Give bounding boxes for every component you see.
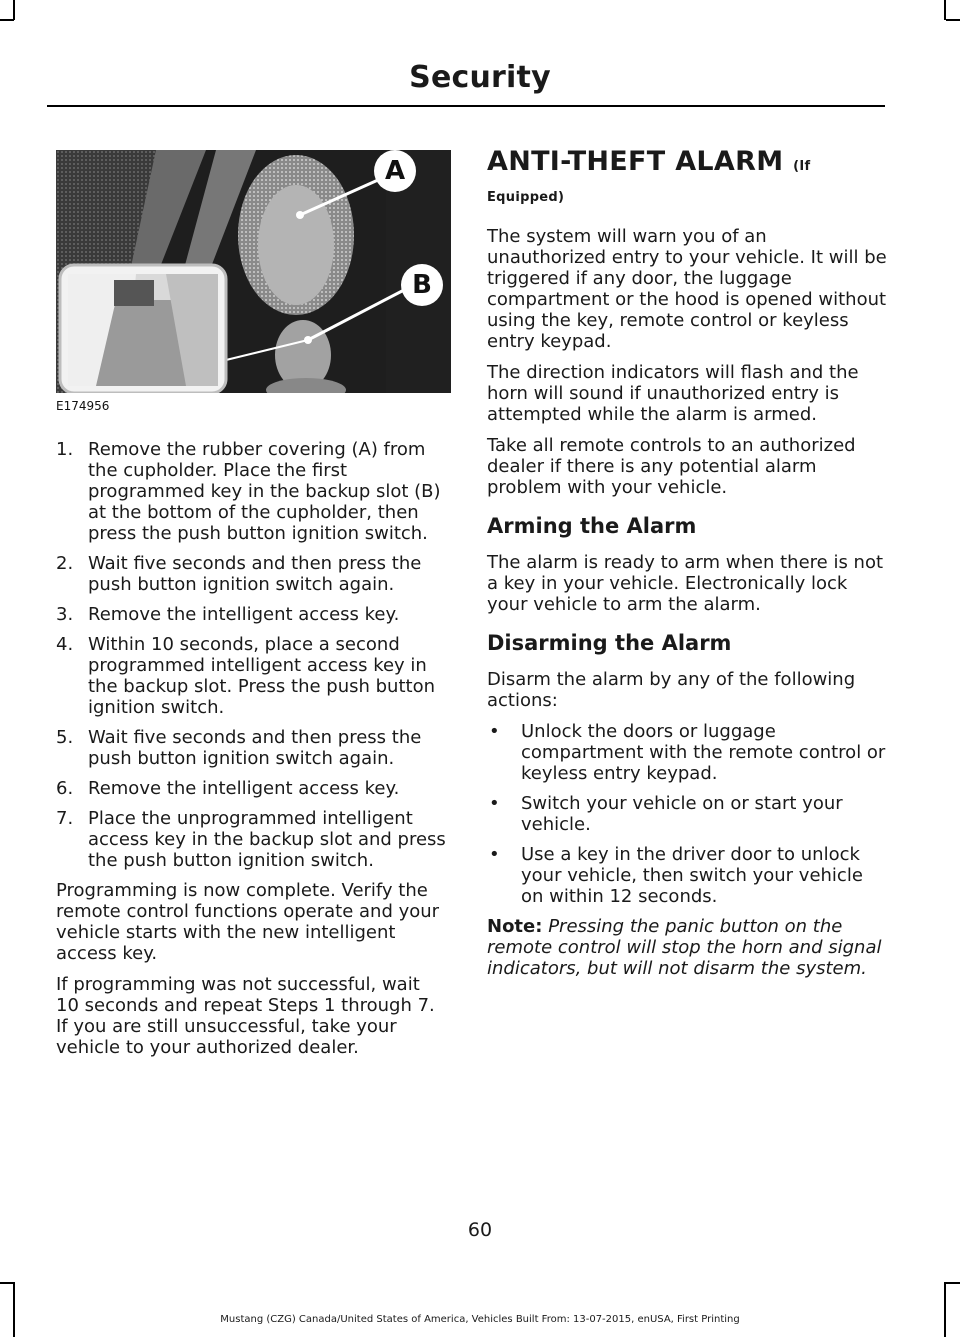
list-item [487,721,887,784]
bullet-text: Use a key in the driver door to unlock your vehicle, then switch your vehicle on within 12 seconds. [521,844,863,907]
list-item [56,604,448,625]
step-number: 4. [56,634,74,655]
crop-mark [946,19,960,21]
note-label: Note: [487,916,543,937]
footer-text: Mustang (CZG) Canada/United States of America, Vehicles Built From: 13-07-2015, enUSA, First Printing [220,1314,740,1325]
crop-mark [0,1282,14,1284]
callout-a [374,150,416,192]
disarming-heading: Disarming the Alarm [487,631,732,655]
step-text: Remove the intelligent access key. [88,778,400,799]
note [487,916,887,979]
retry-paragraph: If programming was not successful, wait 10 seconds and repeat Steps 1 through 7. If you are still unsuccessful, take your vehicle to your authorized dealer. [56,974,435,1058]
step-number: 3. [56,604,74,625]
bullet-text: Switch your vehicle on or start your vehicle. [521,793,843,835]
list-item [56,553,448,595]
callout-b [401,264,443,306]
step-number: 7. [56,808,74,829]
left-column [56,150,448,1068]
body-paragraph: Take all remote controls to an authorized dealer if there is any potential alarm problem with your vehicle. [487,435,856,498]
programming-steps [56,439,448,871]
body-paragraph: The direction indicators will flash and the horn will sound if unauthorized entry is attempted while the alarm is armed. [487,362,859,425]
bullet-icon: • [489,844,500,865]
list-item [56,778,448,799]
disarming-actions [487,721,887,907]
crop-mark [0,19,14,21]
arming-heading: Arming the Alarm [487,514,697,538]
callout-a-label: A [384,156,406,186]
page-number: 60 [467,1219,493,1241]
disarming-intro: Disarm the alarm by any of the following actions: [487,669,856,711]
cupholder-illustration [56,150,451,393]
step-number: 1. [56,439,74,460]
step-text: Remove the intelligent access key. [88,604,400,625]
header-divider [47,105,885,107]
figure-code: E174956 [56,399,110,413]
crop-mark [13,0,15,20]
inset-detail [60,265,226,393]
bullet-icon: • [489,721,500,742]
crop-mark [13,1282,15,1337]
step-number: 6. [56,778,74,799]
step-text: Wait five seconds and then press the push button ignition switch again. [88,727,422,769]
body-paragraph: The system will warn you of an unauthorized entry to your vehicle. It will be triggered if any door, the luggage compartment or the hood is opened without using the key, remote control or keyless entry keypad. [487,226,887,352]
bullet-icon: • [489,793,500,814]
list-item [56,634,448,718]
list-item [487,844,887,907]
section-qualifier: (If Equipped) [487,159,811,205]
arming-paragraph: The alarm is ready to arm when there is not a key in your vehicle. Electronically lock your vehicle to arm the alarm. [487,552,884,615]
step-number: 5. [56,727,74,748]
list-item [56,808,448,871]
right-column [487,146,887,979]
callout-b-label: B [412,270,432,300]
step-number: 2. [56,553,74,574]
list-item [487,793,887,835]
step-text: Within 10 seconds, place a second programmed intelligent access key in the backup slot. Press the push button ignition switch. [88,634,436,718]
completion-paragraph: Programming is now complete. Verify the remote control functions operate and your vehicle starts with the new intelligent access key. [56,880,440,964]
step-text: Remove the rubber covering (A) from the cupholder. Place the first programmed key in the backup slot (B) at the bottom of the cupholder, then press the push button ignition switch. [88,439,441,544]
step-text: Place the unprogrammed intelligent access key in the backup slot and press the push button ignition switch. [88,808,446,871]
list-item [56,439,448,544]
section-heading [487,146,887,208]
list-item [56,727,448,769]
crop-mark [944,1282,946,1337]
page-title: Security [409,60,551,95]
section-title: ANTI-THEFT ALARM [487,146,784,177]
note-text: Pressing the panic button on the remote control will stop the horn and signal indicators, but will not disarm the system. [487,916,882,979]
bullet-text: Unlock the doors or luggage compartment with the remote control or keyless entry keypad. [521,721,886,784]
step-text: Wait five seconds and then press the push button ignition switch again. [88,553,422,595]
crop-mark [946,1282,960,1284]
crop-mark [944,0,946,20]
